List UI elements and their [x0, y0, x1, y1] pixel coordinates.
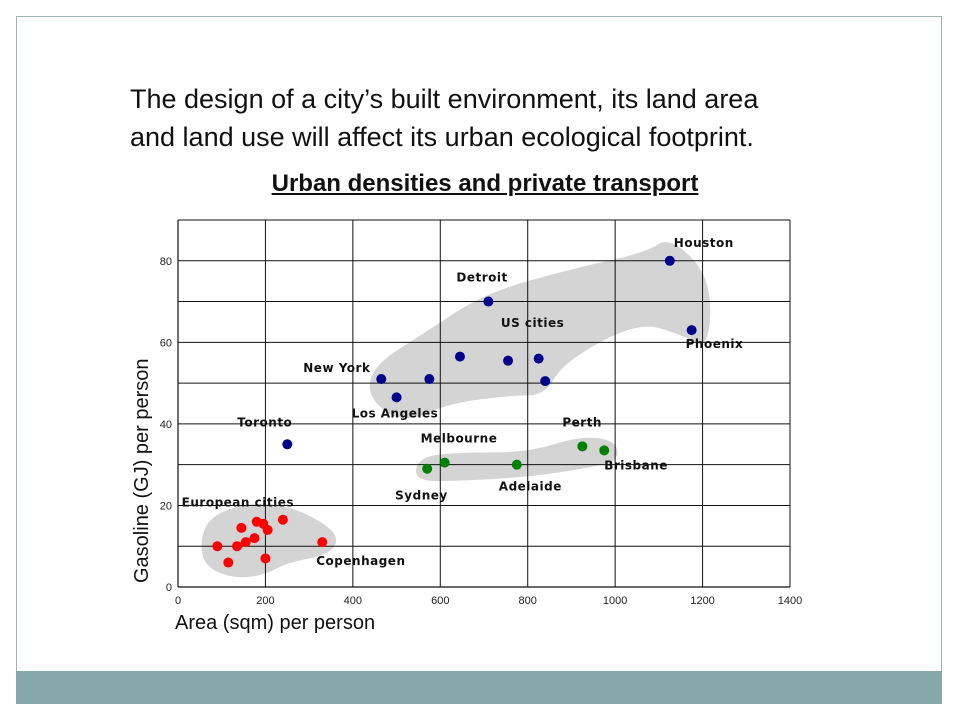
x-tick-label: 1400	[777, 595, 803, 607]
data-point	[282, 439, 292, 449]
point-label: Adelaide	[498, 479, 562, 494]
intro-text	[130, 80, 890, 156]
data-point	[223, 558, 233, 568]
data-point	[392, 392, 402, 402]
cluster-annotation: European cities	[181, 495, 294, 510]
data-point	[263, 525, 273, 535]
data-point	[376, 374, 386, 384]
x-tick-label: 600	[431, 595, 450, 607]
y-axis-label: Gasoline (GJ) per person	[131, 358, 153, 583]
cluster-shading	[201, 242, 710, 577]
point-label: Perth	[562, 415, 602, 430]
point-label: Brisbane	[604, 458, 668, 473]
chart-title: Urban densities and private transport	[271, 170, 699, 197]
data-point	[317, 537, 327, 547]
point-label: Los Angeles	[351, 406, 439, 421]
point-label: Detroit	[456, 270, 508, 285]
y-tick-label: 80	[159, 255, 172, 268]
cluster-shade-0	[370, 242, 711, 418]
x-tick-label: 0	[174, 595, 182, 607]
x-tick-label: 1200	[690, 595, 715, 607]
point-label: Melbourne	[420, 431, 498, 446]
data-point	[540, 376, 550, 386]
data-point	[241, 537, 251, 547]
data-point	[665, 256, 675, 266]
data-point	[687, 325, 697, 335]
x-tick-label: 400	[343, 595, 363, 607]
data-point	[503, 356, 513, 366]
data-point	[440, 458, 450, 468]
data-point	[577, 441, 587, 451]
point-label: Copenhagen	[316, 554, 406, 569]
point-label: Houston	[673, 235, 734, 250]
data-point	[424, 374, 434, 384]
data-point	[422, 464, 432, 474]
data-point	[455, 352, 465, 362]
data-point	[483, 297, 493, 307]
data-point	[512, 460, 522, 470]
data-point	[260, 553, 270, 563]
point-label: Phoenix	[685, 337, 744, 352]
intro-line-1: The design of a city’s built environment, its land area	[130, 84, 759, 114]
data-point	[236, 523, 246, 533]
x-tick-label: 200	[256, 595, 275, 607]
y-tick-label: 40	[159, 418, 172, 431]
data-point	[278, 515, 288, 525]
cluster-annotation: US cities	[500, 315, 565, 330]
data-point	[534, 354, 544, 364]
x-tick-label: 800	[518, 595, 537, 607]
point-label: New York	[303, 361, 371, 376]
data-point	[232, 541, 242, 551]
data-point	[599, 445, 609, 455]
x-tick-label: 1000	[602, 595, 628, 607]
y-tick-label: 60	[159, 337, 172, 350]
scatter-chart	[120, 212, 820, 642]
y-tick-label: 20	[159, 500, 172, 513]
x-axis-label: Area (sqm) per person	[175, 612, 376, 634]
point-label: Sydney	[395, 488, 448, 503]
intro-line-2: and land use will affect its urban ecological footprint.	[130, 122, 754, 152]
y-tick-label: 0	[165, 582, 172, 594]
footer-bar	[16, 671, 942, 704]
data-point	[250, 533, 260, 543]
point-label: Toronto	[237, 415, 293, 430]
data-point	[212, 541, 222, 551]
